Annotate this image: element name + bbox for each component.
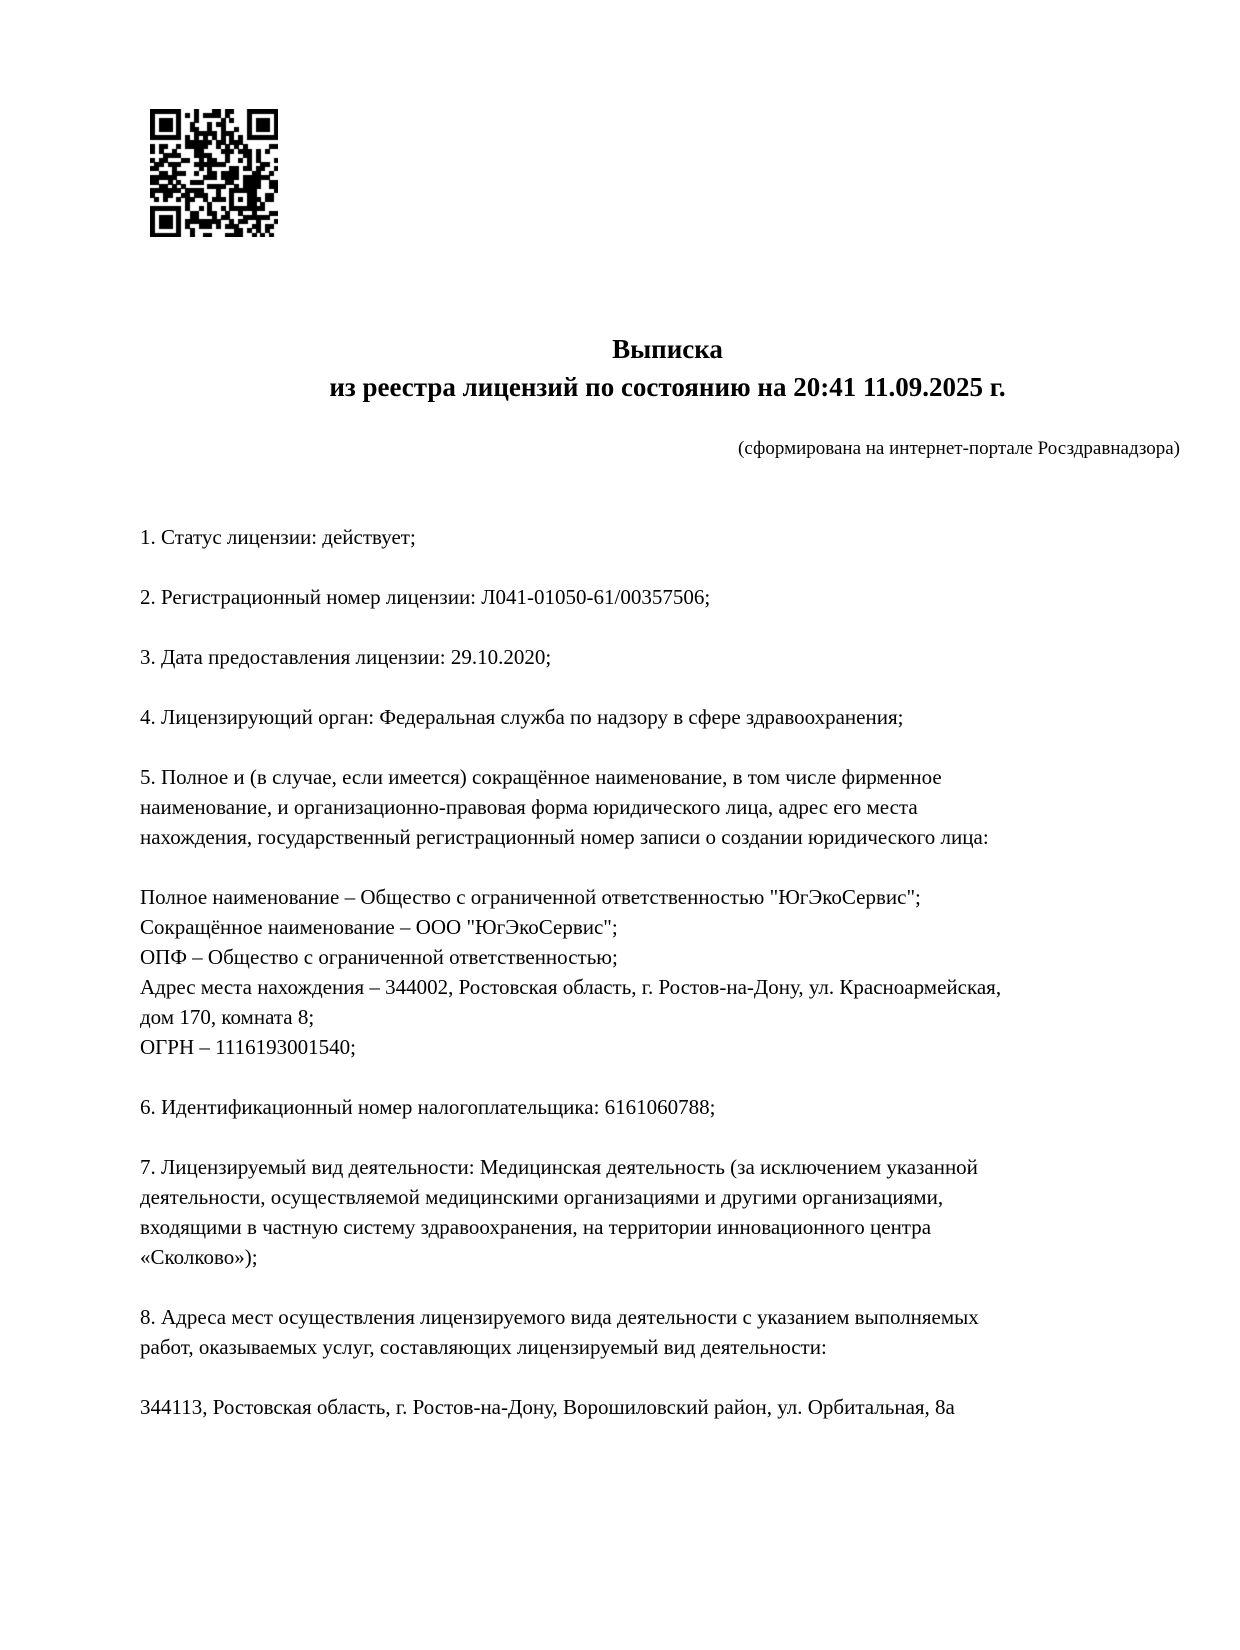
paragraph-registration-number <box>140 582 1140 612</box>
text-line: ОПФ – Общество с ограниченной ответственностью; <box>140 945 618 969</box>
text-line: 3. Дата предоставления лицензии: 29.10.2020; <box>140 645 552 669</box>
text-line: наименование, и организационно-правовая форма юридического лица, адрес его места <box>140 795 918 819</box>
text-line: деятельности, осуществляемой медицинскими организациями и другими организациями, <box>140 1185 944 1209</box>
paragraph-organization-details <box>140 882 1140 1062</box>
text-line: ОГРН – 1116193001540; <box>140 1035 356 1059</box>
paragraph-activity-address <box>140 1392 1140 1422</box>
text-line: дом 170, комната 8; <box>140 1005 315 1029</box>
text-line: «Сколково»); <box>140 1245 258 1269</box>
document-subtitle: (сформирована на интернет-портале Росздравнадзора) <box>738 438 1180 459</box>
text-line: 344113, Ростовская область, г. Ростов-на-Дону, Ворошиловский район, ул. Орбитальная, 8а <box>140 1395 955 1419</box>
text-line: нахождения, государственный регистрационный номер записи о создании юридического лица: <box>140 825 989 849</box>
paragraph-grant-date <box>140 642 1140 672</box>
text-line: Сокращённое наименование – ООО "ЮгЭкоСервис"; <box>140 915 618 939</box>
qr-code-icon <box>150 109 278 237</box>
paragraph-item-8-intro <box>140 1302 1140 1362</box>
document-title <box>140 330 1195 406</box>
title-line-1: Выписка <box>612 334 723 364</box>
text-line: 4. Лицензирующий орган: Федеральная служба по надзору в сфере здравоохранения; <box>140 705 904 729</box>
text-line: Адрес места нахождения – 344002, Ростовская область, г. Ростов-на-Дону, ул. Красноармейская, <box>140 975 1002 999</box>
paragraph-licensed-activity <box>140 1152 1140 1272</box>
text-line: 5. Полное и (в случае, если имеется) сокращённое наименование, в том числе фирменное <box>140 765 942 789</box>
document-body <box>140 522 1140 1452</box>
text-line: 7. Лицензируемый вид деятельности: Медицинская деятельность (за исключением указанной <box>140 1155 978 1179</box>
paragraph-inn <box>140 1092 1140 1122</box>
text-line: входящими в частную систему здравоохранения, на территории инновационного центра <box>140 1215 932 1239</box>
text-line: работ, оказываемых услуг, составляющих лицензируемый вид деятельности: <box>140 1335 827 1359</box>
paragraph-status <box>140 522 1140 552</box>
text-line: 8. Адреса мест осуществления лицензируемого вида деятельности с указанием выполняемых <box>140 1305 979 1329</box>
text-line: Полное наименование – Общество с ограниченной ответственностью "ЮгЭкоСервис"; <box>140 885 921 909</box>
title-line-2: из реестра лицензий по состоянию на 20:41 11.09.2025 г. <box>329 372 1006 402</box>
text-line: 6. Идентификационный номер налогоплательщика: 6161060788; <box>140 1095 716 1119</box>
text-line: 1. Статус лицензии: действует; <box>140 525 416 549</box>
text-line: 2. Регистрационный номер лицензии: Л041-01050-61/00357506; <box>140 585 711 609</box>
paragraph-item-5-intro <box>140 762 1140 852</box>
paragraph-licensing-authority <box>140 702 1140 732</box>
